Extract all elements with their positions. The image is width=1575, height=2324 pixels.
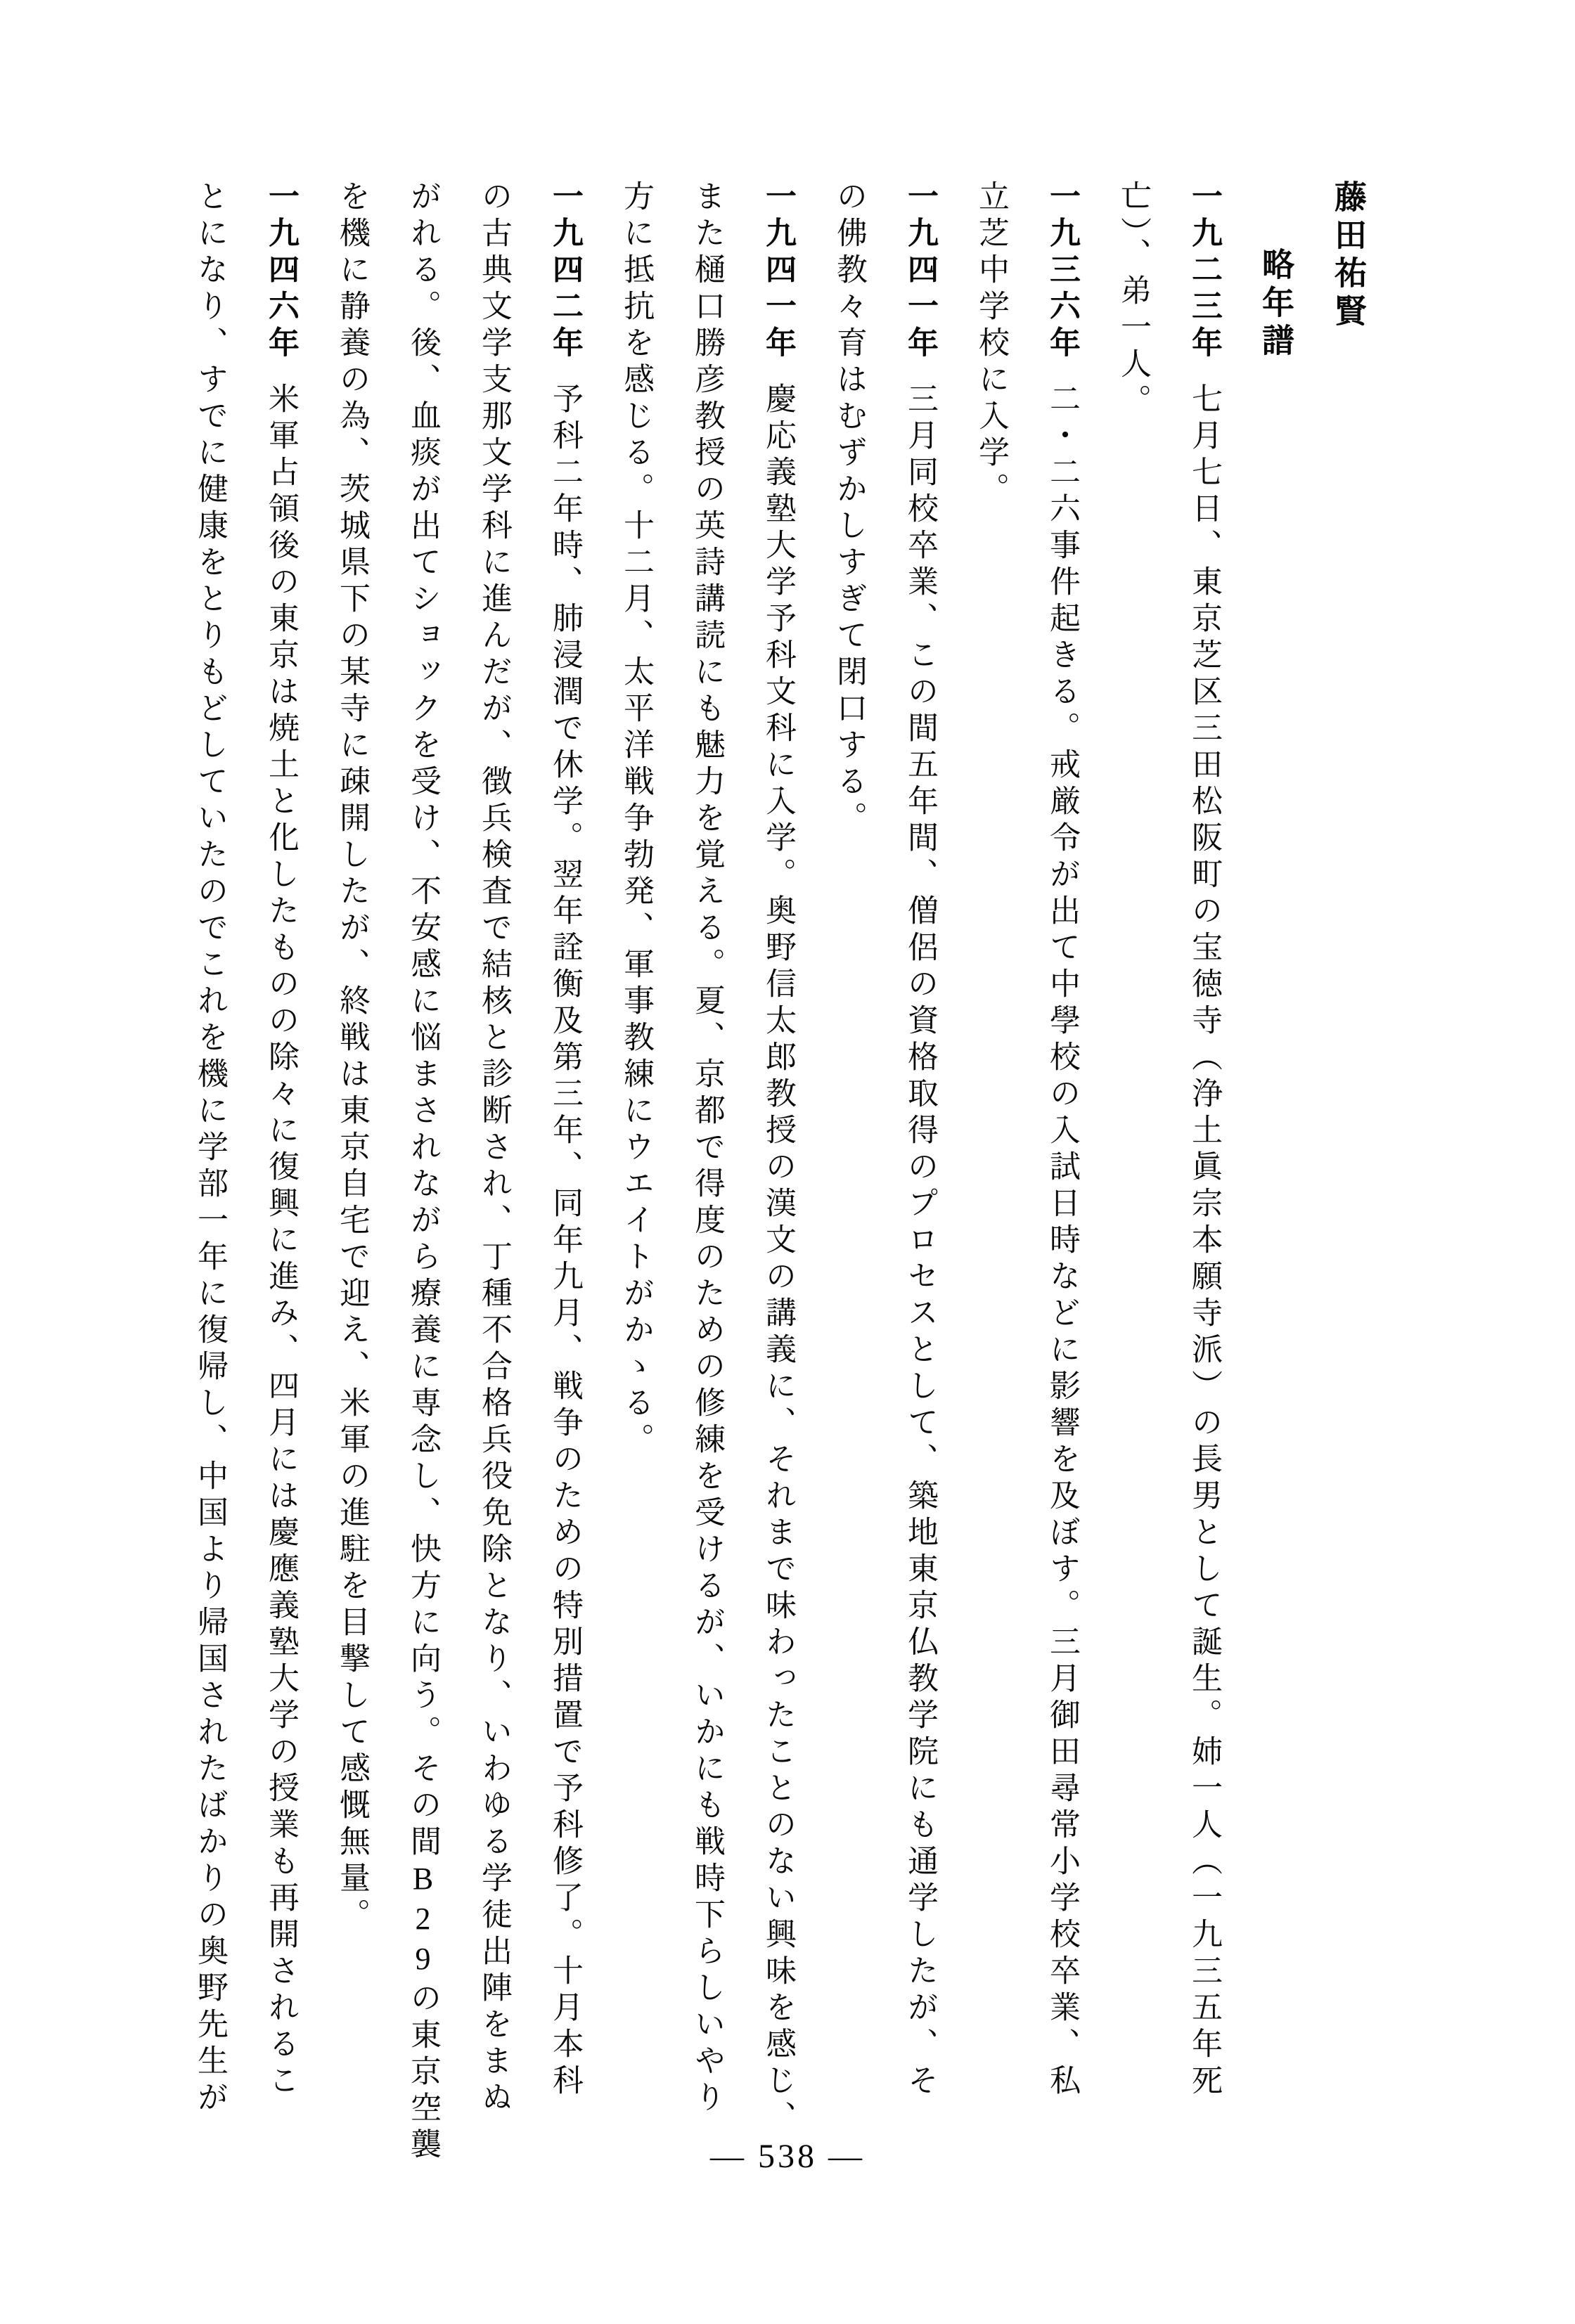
page-number: — 538 —	[710, 2138, 865, 2175]
entry-text: 亡）、弟一人。	[1116, 180, 1150, 420]
year-label: 一九四二年	[548, 180, 582, 363]
page-title: 藤田祐賢	[1330, 180, 1366, 332]
entry-column-1936-cont	[975, 180, 1006, 2157]
entry-text: とになり、すでに健康をとりもどしていたのでこれを機に学部一年に復帰し、中国より帰国されたばかりの奥野先生が	[193, 180, 227, 2117]
b29-text: B29	[406, 1861, 440, 1982]
entry-column-1936	[1046, 180, 1077, 2157]
entry-text: の東京空襲	[406, 1982, 440, 2164]
entry-column-1941a-cont	[833, 180, 864, 2157]
entry-column-1942	[549, 180, 580, 2157]
entry-column-1942-cont-3	[336, 180, 367, 2157]
entry-text: がれる。後、血痰が出てショックを受け、不安感に悩まされながら療養に専念し、快方に向う。その間	[406, 180, 440, 1861]
entry-text: を機に静養の為、茨城県下の某寺に疎開したが、終戦は東京自宅で迎え、米軍の進駐を目撃して感慨無量。	[335, 180, 369, 1935]
entry-column-1941b-cont-1	[691, 180, 722, 2157]
entry-text: の佛教々育はむずかしすぎて閉口する。	[832, 180, 866, 838]
entry-text: 七月七日、東京芝区三田松阪町の宝徳寺（浄土眞宗本願寺派）の長男として誕生。姉一人（一九三五年死	[1187, 382, 1221, 2100]
entry-text: 三月同校卒業、この間五年間、僧侶の資格取得のプロセスとして、築地東京仏教学院にも通学したが、そ	[903, 382, 937, 2100]
entry-column-1946	[265, 180, 296, 2157]
entry-column-1923-cont	[1117, 180, 1148, 2157]
entry-column-1941a	[904, 180, 935, 2157]
entry-column-1941b	[762, 180, 793, 2157]
page-subtitle: 略年譜	[1258, 247, 1294, 361]
year-label: 一九四一年	[761, 180, 795, 363]
entry-text: 慶応義塾大学予科文科に入学。奥野信太郎教授の漢文の講義に、それまで味わったことのない興味を感じ、	[761, 382, 795, 2137]
entry-text: また樋口勝彦教授の英詩講読にも魅力を覚える。夏、京都で得度のための修練を受けるが、いかにも戦時下らしいやり	[690, 180, 724, 2117]
year-label: 一九二三年	[1187, 180, 1221, 363]
entry-text: 予科二年時、肺浸潤で休学。翌年詮衡及第三年、同年九月、戦争のための特別措置で予科修了。十月本科	[548, 382, 582, 2100]
entry-text: の古典文学支那文学科に進んだが、徴兵検査で結核と診断され、丁種不合格兵役免除となり、いわゆる学徒出陣をまぬ	[477, 180, 511, 2117]
entry-column-1942-cont-2	[406, 180, 440, 2164]
entry-column-1923	[1188, 180, 1219, 2157]
vertical-text-block	[154, 180, 1366, 2164]
entry-column-1941b-cont-2	[620, 180, 651, 2157]
entry-text: 方に抵抗を感じる。十二月、太平洋戦争勃発、軍事教練にウエイトがかゝる。	[619, 180, 653, 1459]
year-label: 一九四六年	[264, 180, 298, 363]
entry-text: 立芝中学校に入学。	[974, 180, 1008, 509]
year-label: 一九三六年	[1045, 180, 1079, 363]
entry-text: 二・二六事件起きる。戒厳令が出て中學校の入試日時などに影響を及ぼす。三月御田尋常小学校卒業、私	[1045, 382, 1079, 2100]
entry-column-1946-cont	[194, 180, 225, 2157]
entry-column-1942-cont-1	[478, 180, 509, 2157]
entry-text: 米軍占領後の東京は焼土と化したものの除々に復興に進み、四月には慶應義塾大学の授業も再開されるこ	[264, 382, 298, 2100]
year-label: 一九四一年	[903, 180, 937, 363]
